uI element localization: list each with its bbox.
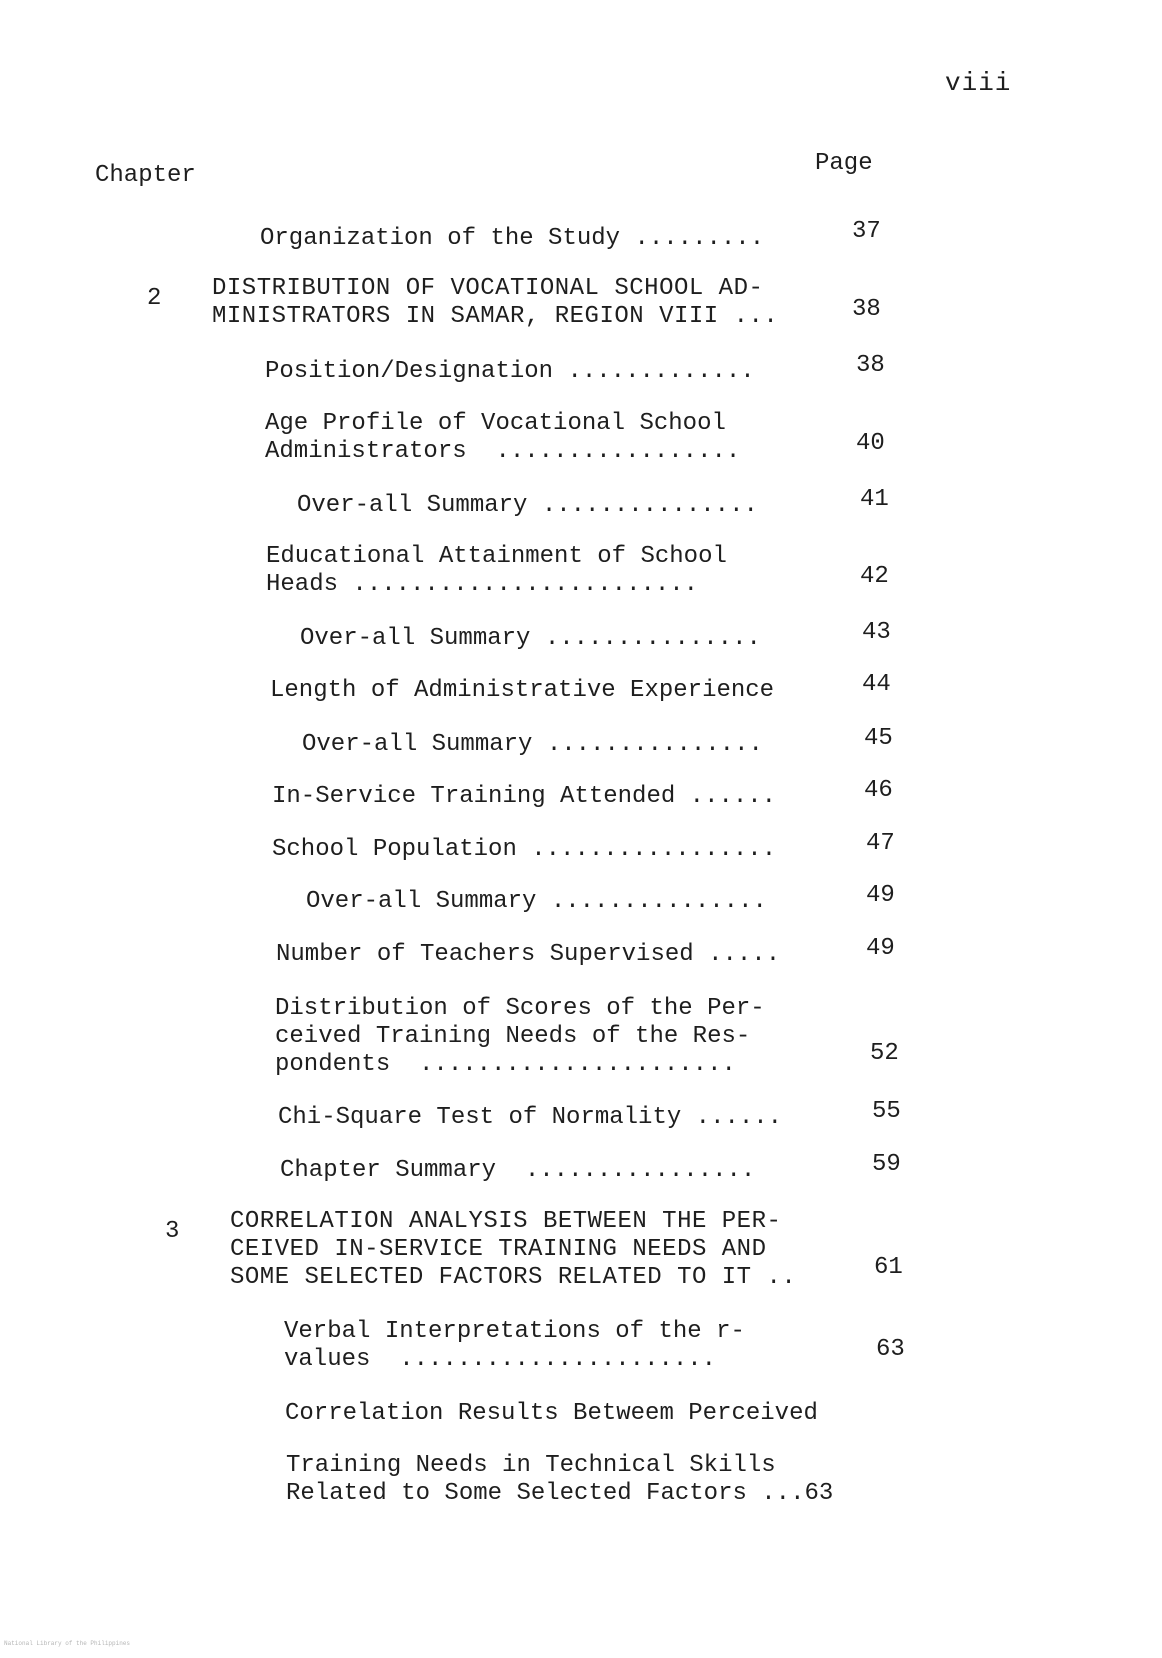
chapter-title-3: CORRELATION ANALYSIS BETWEEN THE PER- CEIVED IN-SERVICE TRAINING NEEDS AND SOME SELECTED FACTORS RELATED TO IT .. bbox=[230, 1208, 797, 1291]
toc-page-position: 38 bbox=[856, 352, 885, 379]
toc-entry-distribution-of-scores: Distribution of Scores of the Per- ceived Training Needs of the Res- pondents ...................... bbox=[275, 995, 765, 1078]
page-number-roman: viii bbox=[945, 68, 1012, 98]
toc-page-age-profile: 40 bbox=[856, 430, 885, 457]
toc-page-organization: 37 bbox=[852, 218, 881, 245]
toc-page-length-of-experience: 44 bbox=[862, 671, 891, 698]
toc-page-overall-summary: 41 bbox=[860, 486, 889, 513]
toc-page-overall-summary: 45 bbox=[864, 725, 893, 752]
toc-page-educational-attainment: 42 bbox=[860, 563, 889, 590]
toc-entry-training-needs-technical: Training Needs in Technical Skills Related to Some Selected Factors ...63 bbox=[286, 1452, 834, 1507]
chapter-number-3: 3 bbox=[165, 1218, 180, 1245]
toc-entry-correlation-results: Correlation Results Betweem Perceived bbox=[285, 1400, 818, 1427]
toc-entry-overall-summary: Over-all Summary ............... bbox=[302, 731, 763, 758]
toc-entry-age-profile: Age Profile of Vocational School Administrators ................. bbox=[265, 410, 741, 465]
toc-entry-in-service-training: In-Service Training Attended ...... bbox=[272, 783, 777, 810]
chapter-column-header: Chapter bbox=[95, 162, 196, 189]
toc-entry-chapter-summary: Chapter Summary ................ bbox=[280, 1157, 756, 1184]
toc-page-verbal-interpretations: 63 bbox=[876, 1336, 905, 1363]
toc-page-in-service-training: 46 bbox=[864, 777, 893, 804]
toc-entry-chi-square: Chi-Square Test of Normality ...... bbox=[278, 1104, 783, 1131]
toc-entry-verbal-interpretations: Verbal Interpretations of the r- values ...................... bbox=[284, 1318, 745, 1373]
toc-entry-school-population: School Population ................. bbox=[272, 836, 777, 863]
page-column-header: Page bbox=[815, 150, 873, 177]
toc-page-chapter-2: 38 bbox=[852, 296, 881, 323]
toc-entry-organization: Organization of the Study ......... bbox=[260, 225, 765, 252]
chapter-title-2: DISTRIBUTION OF VOCATIONAL SCHOOL AD- MINISTRATORS IN SAMAR, REGION VIII ... bbox=[212, 275, 779, 330]
toc-entry-overall-summary: Over-all Summary ............... bbox=[300, 625, 761, 652]
toc-page-chapter-summary: 59 bbox=[872, 1151, 901, 1178]
toc-entry-overall-summary: Over-all Summary ............... bbox=[297, 492, 758, 519]
toc-entry-teachers-supervised: Number of Teachers Supervised ..... bbox=[276, 941, 781, 968]
toc-page-overall-summary: 49 bbox=[866, 882, 895, 909]
toc-page-teachers-supervised: 49 bbox=[866, 935, 895, 962]
toc-entry-educational-attainment: Educational Attainment of School Heads ........................ bbox=[266, 543, 727, 598]
toc-entry-overall-summary: Over-all Summary ............... bbox=[306, 888, 767, 915]
toc-entry-position: Position/Designation ............. bbox=[265, 358, 755, 385]
toc-entry-length-of-experience: Length of Administrative Experience bbox=[270, 677, 775, 704]
toc-page-chi-square: 55 bbox=[872, 1098, 901, 1125]
chapter-number-2: 2 bbox=[147, 285, 162, 312]
archive-stamp: National Library of the Philippines bbox=[4, 1640, 131, 1647]
toc-page-school-population: 47 bbox=[866, 830, 895, 857]
toc-page-chapter-3: 61 bbox=[874, 1254, 903, 1281]
toc-page-overall-summary: 43 bbox=[862, 619, 891, 646]
toc-page-distribution-of-scores: 52 bbox=[870, 1040, 899, 1067]
